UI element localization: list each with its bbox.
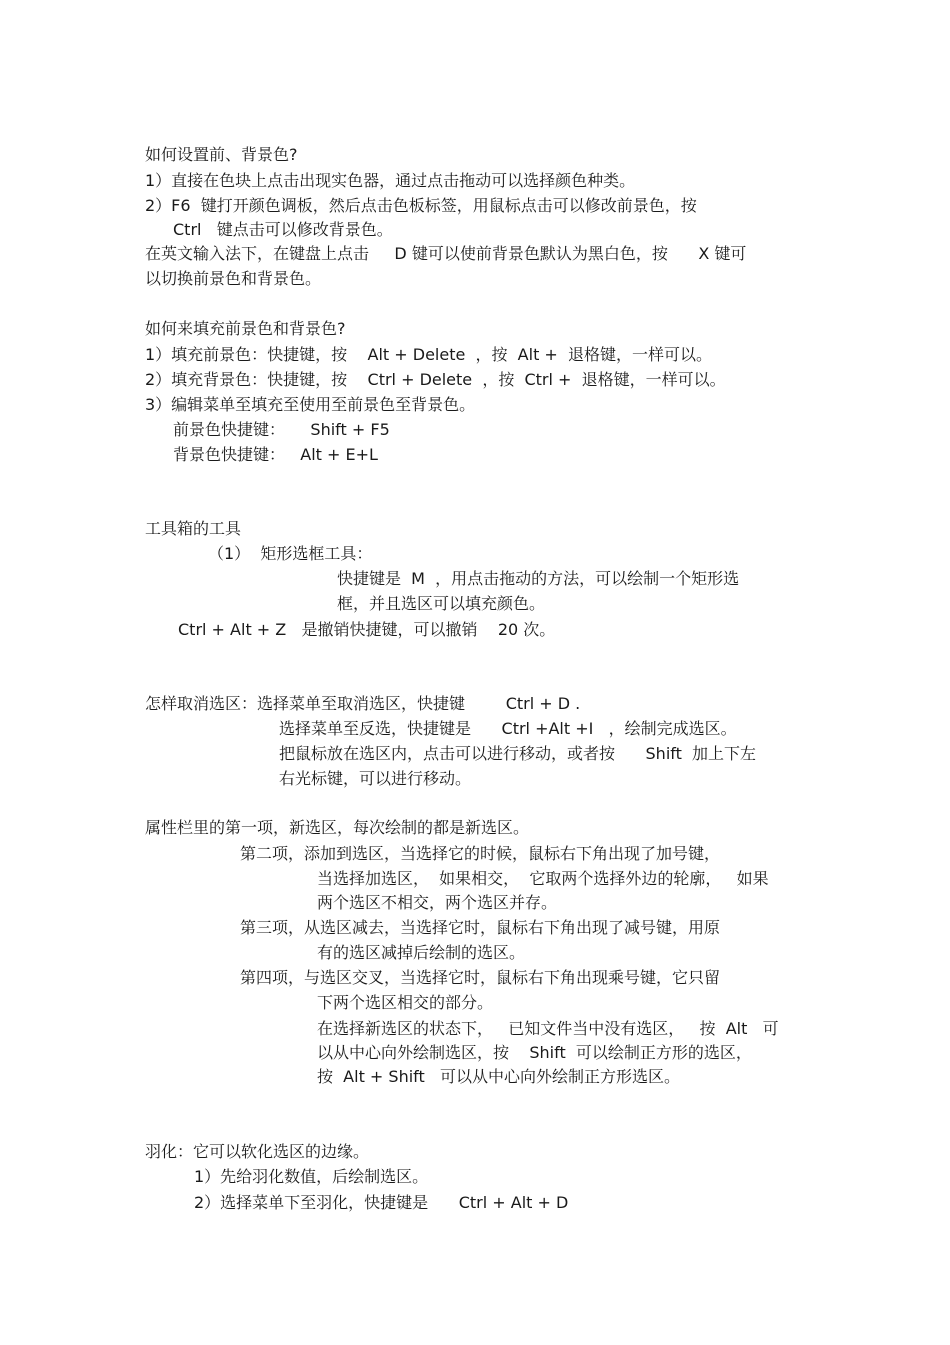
options-line-9: 在选择新选区的状态下， 已知文件当中没有选区， 按 Alt 可	[317, 1019, 779, 1038]
options-line-6: 有的选区减掉后绘制的选区。	[317, 943, 526, 962]
tools-line-3: 框，并且选区可以填充颜色。	[337, 594, 546, 613]
options-line-3: 当选择加选区， 如果相交， 它取两个选择外边的轮廓， 如果	[317, 869, 769, 888]
options-line-2: 第二项，添加到选区，当选择它的时候，鼠标右下角出现了加号键，	[240, 844, 721, 863]
feather-line-3: 2）选择菜单下至羽化，快捷键是 Ctrl + Alt + D	[194, 1193, 569, 1212]
fill-line-4: 前景色快捷键： Shift + F5	[173, 420, 390, 439]
deselect-line-2: 选择菜单至反选，快捷键是 Ctrl +Alt +I ，绘制完成选区。	[279, 719, 737, 738]
color-line-2: 2）F6 键打开颜色调板，然后点击色板标签，用鼠标点击可以修改前景色，按	[145, 196, 697, 215]
deselect-line-3: 把鼠标放在选区内，点击可以进行移动，或者按 Shift 加上下左	[279, 744, 757, 763]
color-line-5: 以切换前景色和背景色。	[145, 269, 322, 288]
fill-line-1: 1）填充前景色：快捷键，按 Alt + Delete ，按 Alt + 退格键，一样可以。	[145, 345, 713, 364]
tools-line-2: 快捷键是 M ，用点击拖动的方法，可以绘制一个矩形选	[337, 569, 740, 588]
fill-line-3: 3）编辑菜单至填充至使用至前景色至背景色。	[145, 395, 476, 414]
color-line-4: 在英文输入法下，在键盘上点击 D 键可以使前背景色默认为黑白色，按 X 键可	[145, 244, 747, 263]
heading-fill: 如何来填充前景色和背景色?	[145, 319, 346, 338]
color-line-3: Ctrl 键点击可以修改背景色。	[173, 220, 393, 239]
tools-line-1: （1） 矩形选框工具：	[208, 544, 373, 563]
tools-line-4: Ctrl + Alt + Z 是撤销快捷键，可以撤销 20 次。	[178, 620, 556, 639]
options-line-10: 以从中心向外绘制选区，按 Shift 可以绘制正方形的选区，	[317, 1043, 752, 1062]
feather-line-1: 羽化：它可以软化选区的边缘。	[145, 1142, 370, 1161]
options-line-11: 按 Alt + Shift 可以从中心向外绘制正方形选区。	[317, 1067, 681, 1086]
color-line-1: 1）直接在色块上点击出现实色器，通过点击拖动可以选择颜色种类。	[145, 171, 636, 190]
deselect-line-4: 右光标键，可以进行移动。	[279, 769, 472, 788]
deselect-line-1: 怎样取消选区：选择菜单至取消选区，快捷键 Ctrl + D .	[145, 694, 581, 713]
fill-line-5: 背景色快捷键： Alt + E+L	[173, 445, 378, 464]
options-line-8: 下两个选区相交的部分。	[317, 993, 494, 1012]
heading-color: 如何设置前、背景色?	[145, 145, 298, 164]
options-line-7: 第四项，与选区交叉，当选择它时，鼠标右下角出现乘号键，它只留	[240, 968, 721, 987]
fill-line-2: 2）填充背景色：快捷键，按 Ctrl + Delete ，按 Ctrl + 退格键，一样可以。	[145, 370, 726, 389]
options-line-4: 两个选区不相交，两个选区并存。	[317, 893, 558, 912]
options-line-5: 第三项，从选区减去，当选择它时，鼠标右下角出现了减号键，用原	[240, 918, 721, 937]
options-line-1: 属性栏里的第一项，新选区，每次绘制的都是新选区。	[145, 818, 530, 837]
feather-line-2: 1）先给羽化数值，后绘制选区。	[194, 1167, 429, 1186]
heading-tools: 工具箱的工具	[145, 519, 242, 538]
